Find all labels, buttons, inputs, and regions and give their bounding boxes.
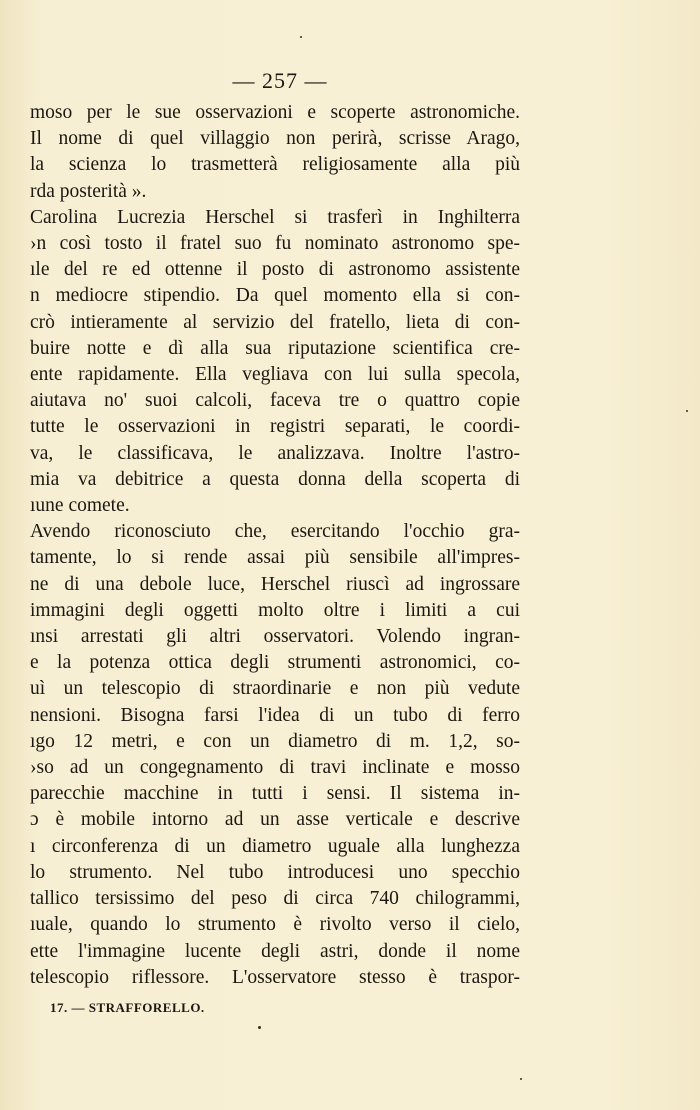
text-line: parecchie macchine in tutti i sensi. Il sistema in-	[30, 783, 520, 805]
text-line: crò intieramente al servizio del fratello, lieta di con-	[30, 311, 520, 333]
ink-speck	[686, 410, 688, 412]
body-text	[30, 100, 520, 991]
text-line: immagini degli oggetti molto oltre i limiti a cui	[30, 599, 520, 621]
text-line: Carolina Lucrezia Herschel si trasferì in Inghilterra	[30, 206, 520, 228]
text-line: ıuale, quando lo strumento è rivolto verso il cielo,	[30, 914, 520, 936]
text-line: tamente, lo si rende assai più sensibile all'impres-	[30, 547, 520, 569]
text-line: va, le classificava, le analizzava. Inoltre l'astro-	[30, 442, 520, 464]
ink-speck	[520, 1078, 522, 1080]
text-line: mia va debitrice a questa donna della scoperta di	[30, 468, 520, 490]
text-line: ɔ è mobile intorno ad un asse verticale e descrive	[30, 809, 520, 831]
text-line: buire notte e dì alla sua riputazione scientifica cre-	[30, 337, 520, 359]
signature-mark: 17. — STRAFFORELLO.	[50, 1000, 205, 1015]
text-line: tallico tersissimo del peso di circa 740 chilogrammi,	[30, 888, 520, 910]
text-line: aiutava no' suoi calcoli, faceva tre o quattro copie	[30, 390, 520, 412]
text-line: ıle del re ed ottenne il posto di astronomo assistente	[30, 259, 520, 281]
page-number: — 257 —	[232, 68, 328, 93]
text-line: ette l'immagine lucente degli astri, donde il nome	[30, 940, 520, 962]
text-line: ente rapidamente. Ella vegliava con lui sulla specola,	[30, 364, 520, 386]
text-line: uì un telescopio di straordinarie e non più vedute	[30, 678, 520, 700]
text-line: Il nome di quel villaggio non perirà, scrisse Arago,	[30, 128, 520, 150]
text-line: nensioni. Bisogna farsi l'idea di un tubo di ferro	[30, 704, 520, 726]
text-line: n mediocre stipendio. Da quel momento ella si con-	[30, 285, 520, 307]
text-line: ›so ad un congegnamento di travi inclinate e mosso	[30, 757, 520, 779]
text-line: ›n così tosto il fratel suo fu nominato astronomo spe-	[30, 233, 520, 255]
text-line: Avendo riconosciuto che, esercitando l'occhio gra-	[30, 521, 520, 543]
text-line: lo strumento. Nel tubo introducesi uno specchio	[30, 861, 520, 883]
text-line: ne di una debole luce, Herschel riuscì ad ingrossare	[30, 573, 520, 595]
text-line: e la potenza ottica degli strumenti astronomici, co-	[30, 652, 520, 674]
text-line: ınsi arrestati gli altri osservatori. Volendo ingran-	[30, 626, 520, 648]
text-line: tutte le osservazioni in registri separati, le coordi-	[30, 416, 520, 438]
ink-speck	[258, 1026, 261, 1029]
text-line: ıgo 12 metri, e con un diametro di m. 1,2, so-	[30, 730, 520, 752]
text-line: ıune comete.	[30, 495, 130, 517]
text-line: ı circonferenza di un diametro uguale alla lunghezza	[30, 835, 520, 857]
text-line: moso per le sue osservazioni e scoperte astronomiche.	[30, 102, 520, 123]
text-line: telescopio riflessore. L'osservatore stesso è traspor-	[30, 966, 520, 988]
text-line: rda posterità ».	[30, 180, 147, 202]
text-line: la scienza lo trasmetterà religiosamente alla più	[30, 154, 520, 176]
ink-speck	[300, 36, 302, 38]
